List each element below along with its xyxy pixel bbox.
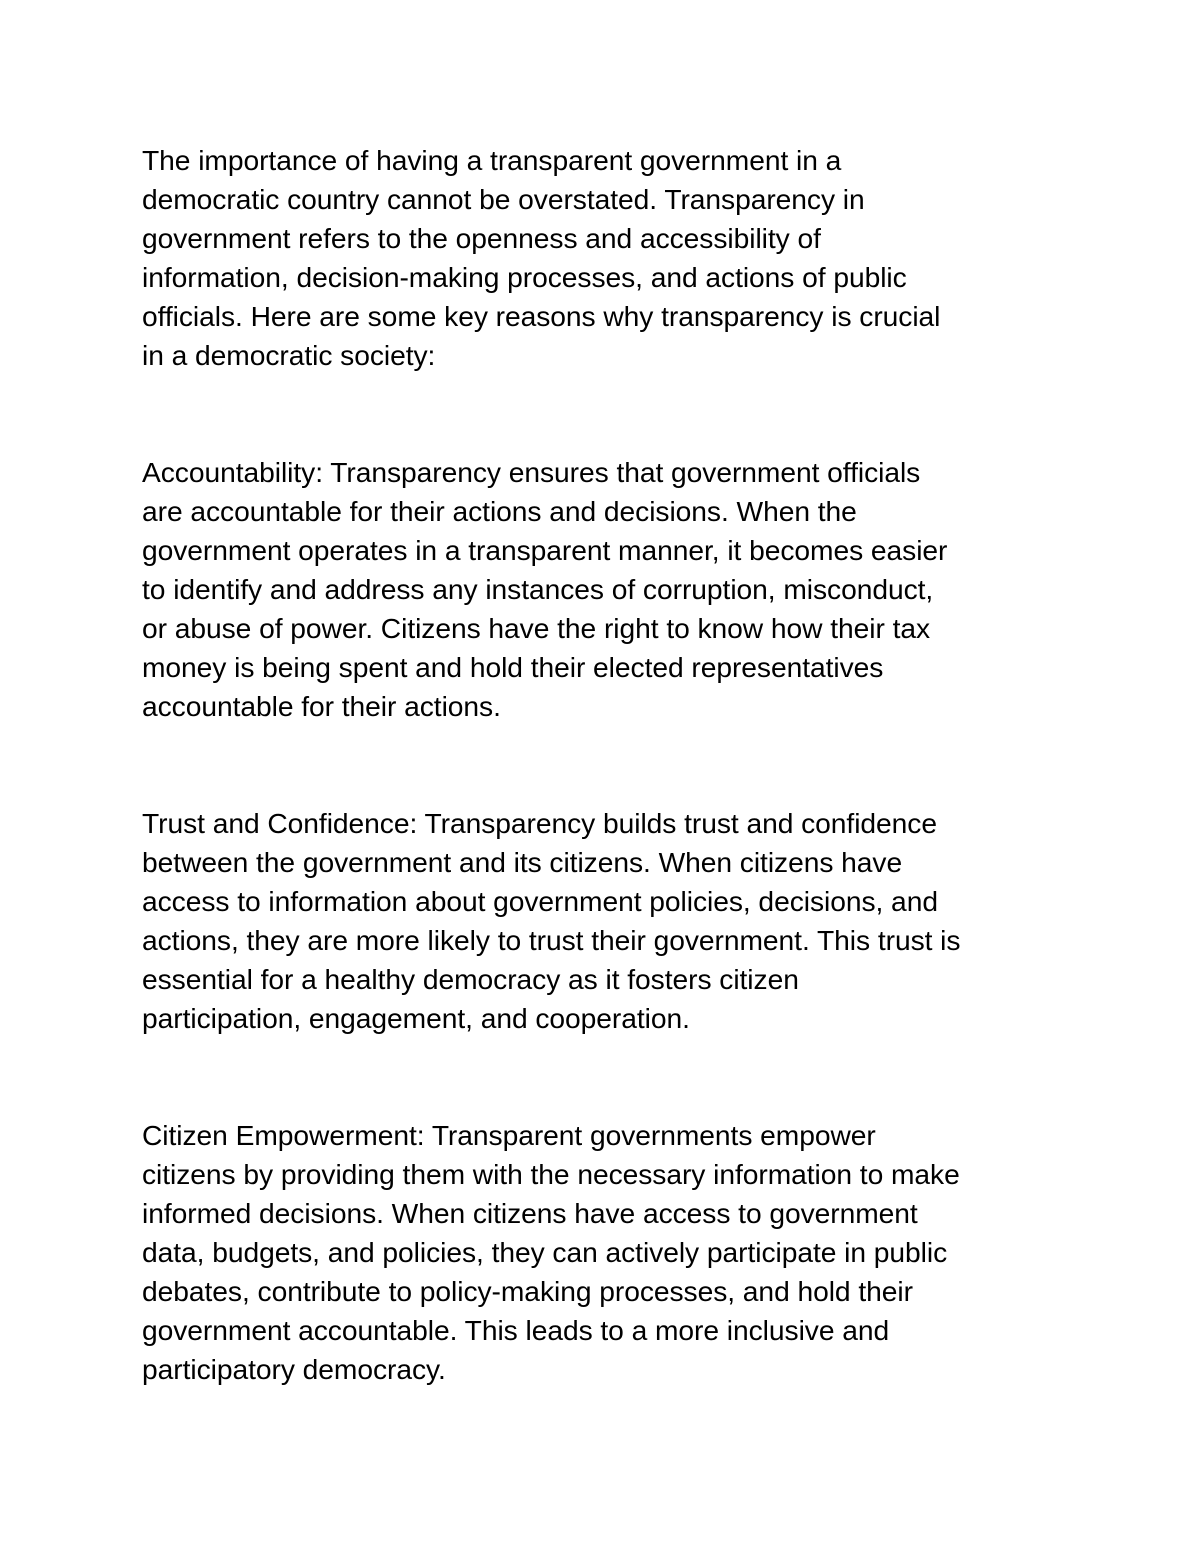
paragraph-line: citizens by providing them with the necessary information to make [142, 1158, 960, 1190]
paragraph-line: debates, contribute to policy-making processes, and hold their [142, 1275, 913, 1307]
intro-paragraph [142, 141, 1072, 375]
paragraph-line: government accountable. This leads to a more inclusive and [142, 1314, 890, 1346]
paragraph-line: accountable for their actions. [142, 690, 501, 722]
paragraph-line: data, budgets, and policies, they can actively participate in public [142, 1236, 948, 1268]
paragraph-line: money is being spent and hold their elected representatives [142, 651, 884, 683]
document-body [142, 141, 1072, 1389]
trust-confidence-paragraph [142, 804, 1072, 1038]
paragraph-line: government refers to the openness and accessibility of [142, 222, 821, 254]
paragraph-line: government operates in a transparent manner, it becomes easier [142, 534, 948, 566]
paragraph-line: information, decision-making processes, and actions of public [142, 261, 907, 293]
paragraph-line: access to information about government policies, decisions, and [142, 885, 938, 917]
paragraph-line: Accountability: Transparency ensures that government officials [142, 456, 921, 488]
paragraph-line: participatory democracy. [142, 1353, 446, 1385]
paragraph-line: are accountable for their actions and decisions. When the [142, 495, 857, 527]
paragraph-line: in a democratic society: [142, 339, 436, 371]
paragraph-line: essential for a healthy democracy as it fosters citizen [142, 963, 799, 995]
paragraph-line: or abuse of power. Citizens have the right to know how their tax [142, 612, 931, 644]
paragraph-spacer [142, 1038, 1072, 1116]
paragraph-line: to identify and address any instances of corruption, misconduct, [142, 573, 934, 605]
paragraph-line: participation, engagement, and cooperation. [142, 1002, 690, 1034]
paragraph-line: actions, they are more likely to trust their government. This trust is [142, 924, 961, 956]
citizen-empowerment-paragraph [142, 1116, 1072, 1389]
paragraph-line: democratic country cannot be overstated. Transparency in [142, 183, 865, 215]
paragraph-line: officials. Here are some key reasons why transparency is crucial [142, 300, 941, 332]
paragraph-line: between the government and its citizens. When citizens have [142, 846, 903, 878]
paragraph-line: informed decisions. When citizens have access to government [142, 1197, 918, 1229]
paragraph-line: The importance of having a transparent government in a [142, 144, 842, 176]
paragraph-line: Trust and Confidence: Transparency builds trust and confidence [142, 807, 937, 839]
accountability-paragraph [142, 453, 1072, 726]
paragraph-line: Citizen Empowerment: Transparent governments empower [142, 1119, 876, 1151]
paragraph-spacer [142, 375, 1072, 453]
paragraph-spacer [142, 726, 1072, 804]
